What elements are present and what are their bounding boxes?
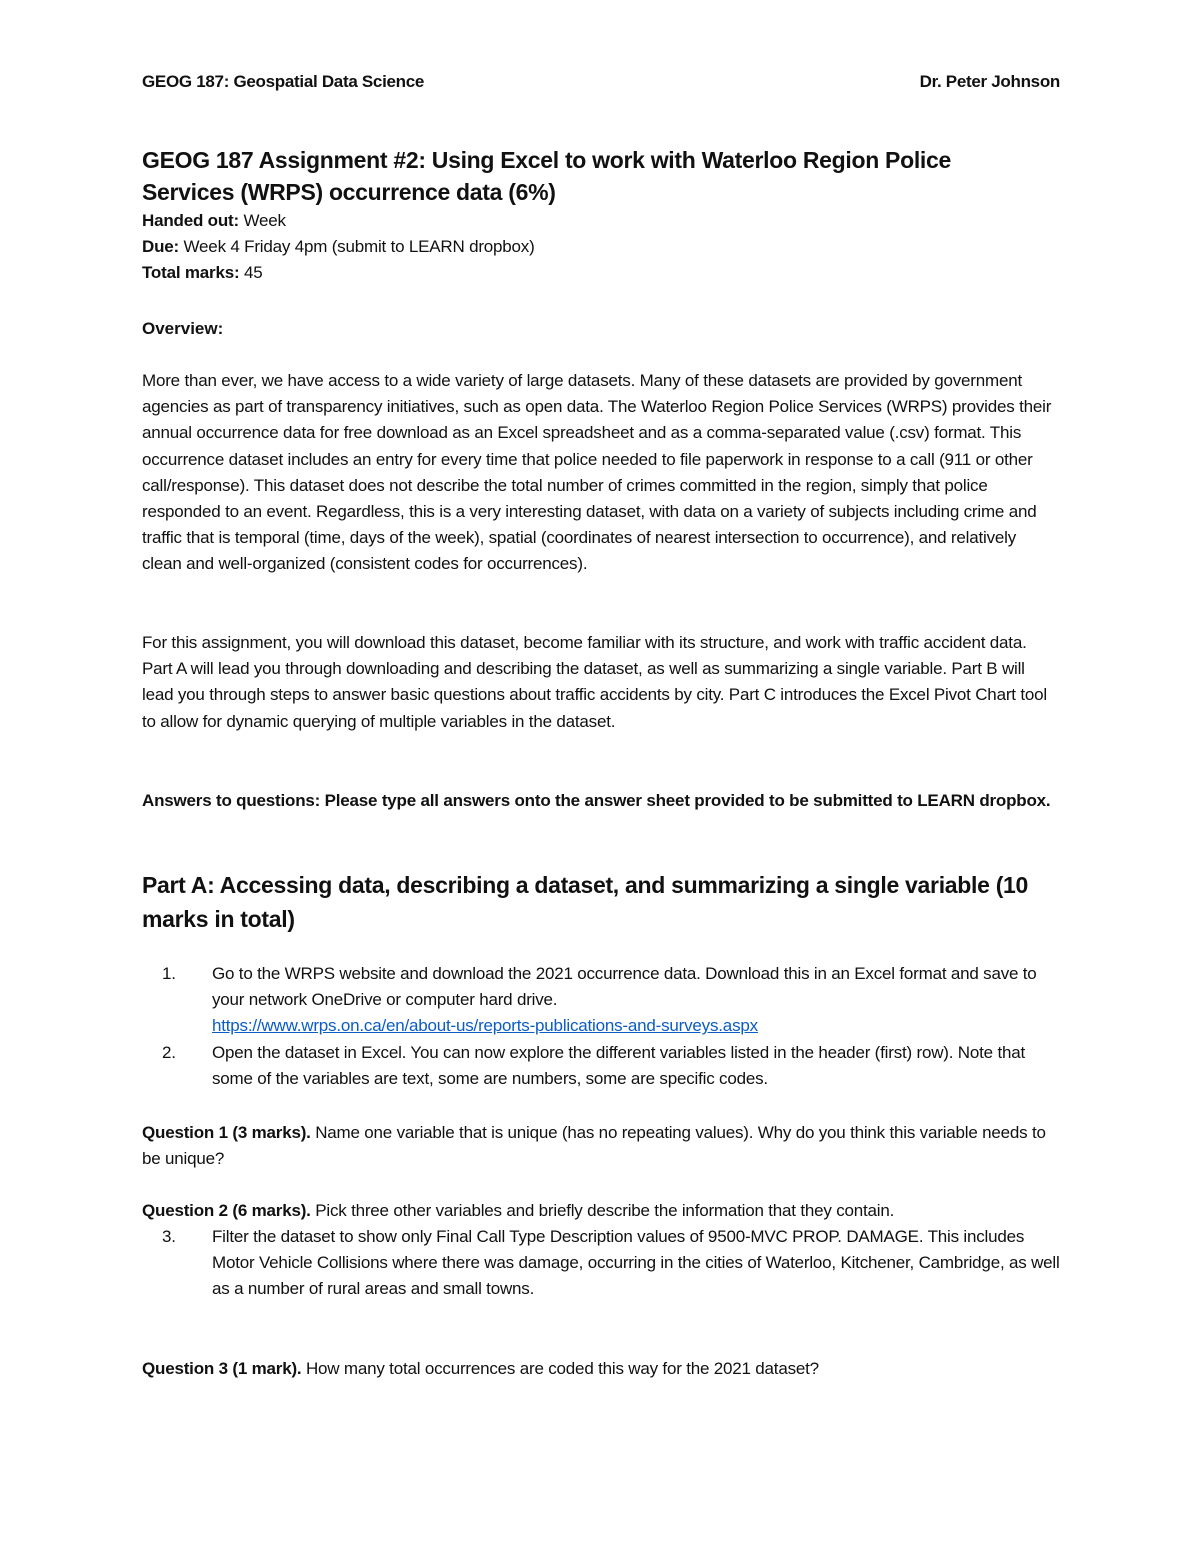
due-value: Week 4 Friday 4pm (submit to LEARN dropbox) (183, 237, 535, 256)
total-marks-value: 45 (243, 263, 263, 282)
assignment-title: GEOG 187 Assignment #2: Using Excel to work with Waterloo Region Police Services (WRPS) occurrence data (6%) (142, 147, 952, 205)
answers-instruction: Answers to questions: Please type all answers onto the answer sheet provided to be submitted to LEARN dropbox. (142, 791, 1051, 810)
question-2-label: Question 2 (6 marks). (142, 1201, 311, 1220)
question-1-label: Question 1 (3 marks). (142, 1123, 311, 1142)
question-3 (142, 1356, 1060, 1382)
question-1-text: Name one variable that is unique (has no repeating values). Why do you think this variable needs to be unique? (142, 1123, 1046, 1169)
step-text: Go to the WRPS website and download the 2021 occurrence data. Download this in an Excel format and save to your network OneDrive or computer hard drive. (212, 964, 1037, 1010)
question-2-text: Pick three other variables and briefly describe the information that they contain. (310, 1201, 895, 1220)
page-header (142, 72, 1060, 96)
handed-out-value: Week (243, 211, 286, 230)
step-number: 3. (162, 1227, 176, 1246)
list-item (142, 1040, 1060, 1092)
step-text: Filter the dataset to show only Final Call Type Description values of 9500-MVC PROP. DAMAGE. This includes Motor Vehicle Collisions where there was damage, occurring in the cities of Waterloo, Kitchener, Cambridge, as well as a number of rural areas and small towns. (212, 1227, 1060, 1299)
total-marks-line (142, 260, 1042, 286)
question-3-text: How many total occurrences are coded this way for the 2021 dataset? (301, 1359, 819, 1378)
total-marks-label: Total marks: (142, 263, 240, 282)
step-text: Open the dataset in Excel. You can now explore the different variables listed in the header (first) row). Note that some of the variables are text, some are numbers, some are specific codes. (212, 1042, 1025, 1088)
part-a-steps-list (142, 961, 1060, 1092)
handed-out-label: Handed out: (142, 211, 239, 230)
instructor-name: Dr. Peter Johnson (919, 72, 1060, 91)
step-number: 2. (162, 1042, 176, 1062)
course-name: GEOG 187: Geospatial Data Science (142, 72, 425, 91)
wrps-reports-link[interactable]: https://www.wrps.on.ca/en/about-us/reports-publications-and-surveys.aspx (212, 1016, 758, 1036)
question-2 (142, 1198, 1060, 1224)
question-3-label: Question 3 (1 mark). (142, 1359, 302, 1378)
handed-out-line (142, 208, 1042, 234)
step-number: 1. (162, 964, 176, 983)
list-item (142, 961, 1060, 1040)
overview-paragraph-2: For this assignment, you will download this dataset, become familiar with its structure, and work with traffic accident data. Part A will lead you through downloading and describing the dataset, as well as summarizing a single variable. Part B will lead you through steps to answer basic questions about traffic accidents by city. Part C introduces the Excel Pivot Chart tool to allow for dynamic querying of multiple variables in the dataset. (142, 633, 1047, 731)
overview-paragraph-1: More than ever, we have access to a wide variety of large datasets. Many of these datasets are provided by government agencies as part of transparency initiatives, such as open data. The Waterloo Region Police Services (WRPS) provides their annual occurrence data for free download as an Excel spreadsheet and as a comma-separated value (.csv) format. This occurrence dataset includes an entry for every time that police needed to file paperwork in response to a call (911 or other call/response). This dataset does not describe the total number of crimes committed in the region, simply that police responded to an event. Regardless, this is a very interesting dataset, with data on a variety of subjects including crime and traffic that is temporal (time, days of the week), spatial (coordinates of nearest intersection to occurrence), and relatively clean and well-organized (consistent codes for occurrences). (142, 371, 1052, 574)
due-label: Due: (142, 237, 179, 256)
overview-heading: Overview: (142, 319, 224, 338)
part-a-steps-list-continued (142, 1224, 1060, 1303)
part-a-heading: Part A: Accessing data, describing a dataset, and summarizing a single variable (10 marks in total) (142, 872, 1029, 932)
assignment-meta (142, 208, 1042, 286)
list-item (142, 1224, 1060, 1303)
due-line (142, 234, 1042, 260)
question-1 (142, 1120, 1060, 1172)
document-page (142, 0, 1062, 1553)
